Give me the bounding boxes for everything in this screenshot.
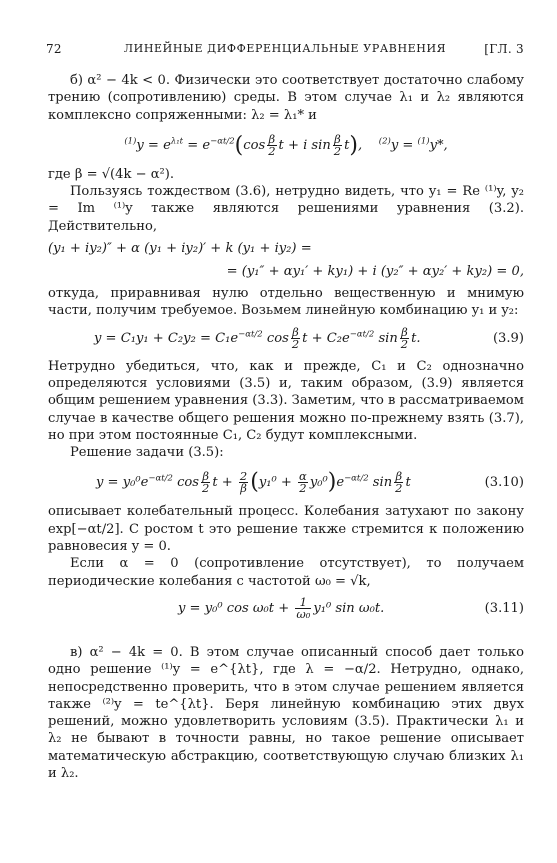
constants-paragraph: Нетрудно убедиться, что, как и прежде, C₁ и C₂ однозначно определяются условиями (3.5) и, таким образом, (3.9) является общим решением уравнения (3.3). Заметим, что в рассматриваемом случае в качестве общего решения можно по-прежнему взять (3.7), но при этом постоянные C₁, C₂ будут комплексными. [48,358,524,443]
equation-3-9: $y = C_1y_1 + C_2y_2 = C_1e^{-\alpha t/2}$ cos $\frac{\beta}{2}$ $t + C_2e^{-\alpha t/2}$ sin $\frac{\beta}{2}$ t. (3.9) [94,325,524,352]
equating-paragraph: откуда, приравнивая нулю отдельно вещественную и мнимую части, получим требуемое. Возьмем линейную комбинацию y₁ и y₂: [48,286,524,319]
equation-3-11: y = y₀⁰ cos ω₀t + $\frac{1}{\text{ω₀}}$ y₁⁰ sin ω₀t. (3.11) [178,595,524,622]
identity-paragraph: Пользуясь тождеством (3.6), нетрудно видеть, что y₁ = Re ⁽¹⁾y, y₂ = Im ⁽¹⁾y также являются решениями уравнения (3.2). Действительно, [48,184,524,234]
verification-equation-line1: (y₁ + iy₂)″ + α (y₁ + iy₂)′ + k (y₁ + iy₂) = [48,241,312,257]
equation-3-10: $y = y_0^0e^{-\alpha t/2}$ cos $\frac{\beta}{2}$ t + $\frac{2}{\beta}$ (y₁⁰ + $\frac{\alpha}{2}$ $y_0^0)e^{-\alpha t/2}$ sin $\frac{\beta}{2}$ t (3.10) [96,468,524,495]
solution-label: Решение задачи (3.5): [70,445,224,461]
complex-solution-equation: $^{(1)}y = e^{\lambda_1t} = e^{-\alpha t/2}$ ( cos $\frac{\beta}{2}$ t + i sin $\frac{\beta}{2}$ t ) , $^{(2)}$y = $^{(1)}$y*, [124,132,448,159]
page-number: 72 [46,42,62,56]
section-gap [48,628,524,644]
verification-equation-line2: = (y₁″ + αy₁′ + ky₁) + i (y₂″ + αy₂′ + ky₂) = 0, [226,264,524,280]
case-b-paragraph: б) α² − 4k < 0. Физически это соответствует достаточно слабому трению (сопротивлению) среды. В этом случае λ₁ и λ₂ являются комплексно сопряженными: λ₂ = λ₁* и [48,73,524,123]
no-resistance-paragraph: Если α = 0 (сопротивление отсутствует), то получаем периодические колебания с частотой ω₀ = √k, [48,556,524,589]
case-c-paragraph: в) α² − 4k = 0. В этом случае описанный способ дает только одно решение ⁽¹⁾y = e^{λt}, где λ = −α/2. Нетрудно, однако, непосредственно проверить, что в этом случае решением является также ⁽²⁾y = te^{λt}. Беря линейную комбинацию этих двух решений, можно удовлетворить условиям (3.5). Практически λ₁ и λ₂ не бывают в точности равны, но такое решение описывает математическую абстракцию, соответствующую случаю близких λ₁ и λ₂. [48,644,524,782]
page-body [48,72,524,782]
running-header [46,42,524,60]
equation-number-3-10: (3.10) [484,474,524,490]
oscillation-paragraph: описывает колебательный процесс. Колебания затухают по закону exp[−αt/2]. С ростом t это решение также стремится к положению равновесия y = 0. [48,504,524,555]
equation-number-3-11: (3.11) [484,601,524,617]
running-title: ЛИНЕЙНЫЕ ДИФФЕРЕНЦИАЛЬНЫЕ УРАВНЕНИЯ [123,42,447,55]
beta-definition: где β = √(4k − α²). [48,166,175,182]
chapter-label: [ГЛ. 3 [484,42,524,56]
equation-number-3-9: (3.9) [492,331,524,347]
